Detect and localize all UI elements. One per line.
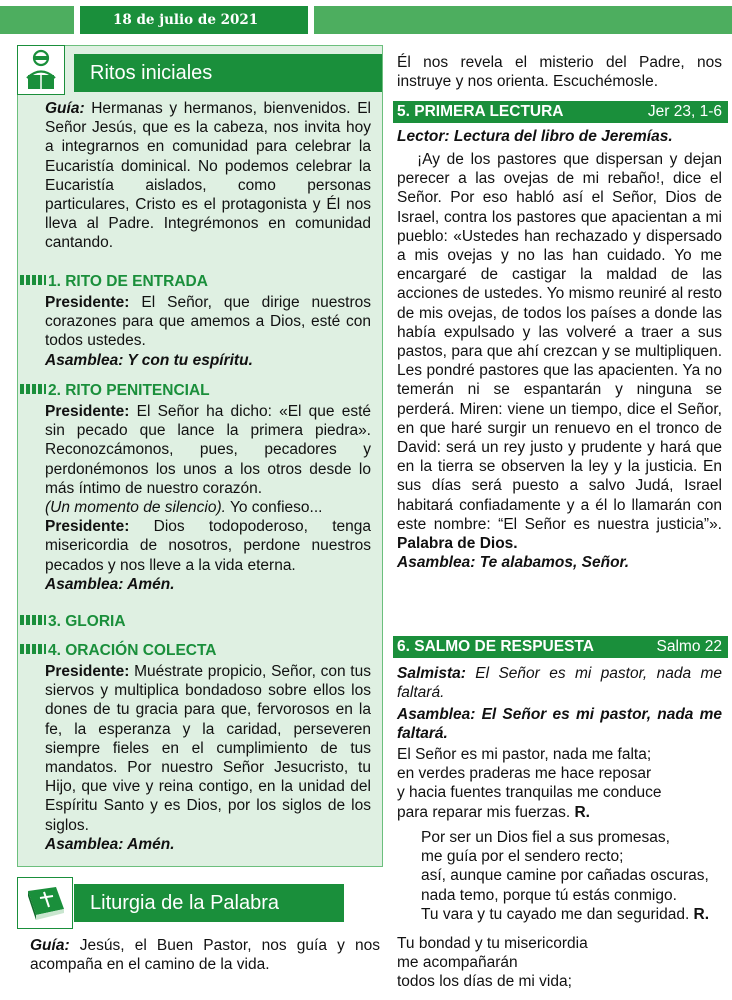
salmo-stanza-2: Por ser un Dios fiel a sus promesas, me guía por el sendero recto; así, aunque camine por cañadas oscuras, nada temo, porque tú estás conmigo. Tu vara y tu cayado me dan seguridad. R. (421, 829, 710, 923)
salmo-ref: Salmo 22 (656, 638, 722, 655)
liturgia-header (74, 884, 344, 922)
rito-entrada-text: Presidente: El Señor, que dirige nuestros corazones para que amemos a Dios, esté con todos ustedes. Asamblea: Y con tu espíritu. (45, 294, 371, 369)
ritos-guia: Guía: Hermanas y hermanos, bienvenidos. El Señor Jesús, que es la cabeza, nos invita hoy a integrarnos en comunidad para celebrar la Eucaristía dominical. No podemos celebrar la Eucaristía aislados, como personas particulares, Cristo es el protagonista y Él nos lleva al Padre. Integrémonos en comunidad cantando. (45, 100, 371, 252)
lectura-lector: Lector: Lectura del libro de Jeremías. (397, 128, 673, 145)
date-banner (80, 6, 308, 34)
rito-penitencial-heading: 2. RITO PENITENCIAL (20, 381, 210, 401)
intro-text: Él nos revela el misterio del Padre, nos instruye y nos orienta. Escuchémosle. (397, 54, 722, 91)
reader-person-icon (17, 45, 65, 95)
lectura-respuesta: Asamblea: Te alabamos, Señor. (397, 554, 630, 572)
lectura-ref: Jer 23, 1-6 (647, 103, 722, 120)
colecta-text: Presidente: Muéstrate propicio, Señor, con tus siervos y multiplica bondadoso sobre ellos los dones de tu gracia para que, fervorosos en la fe, la esperanza y la caridad, perseveren siempre fieles en el cumplimiento de tus mandatos. Por nuestro Señor Jesucristo, tu Hijo, que vive y reina contigo, en la unidad del Espíritu Santo y es Dios, por los siglos de los siglos. Asamblea: Amén. (45, 663, 371, 853)
salmo-asamblea: Asamblea: El Señor es mi pastor, nada me faltará. (397, 706, 722, 743)
primera-lectura-heading: 5. PRIMERA LECTURA Jer 23, 1-6 (393, 101, 728, 123)
ritos-title: Ritos iniciales (90, 62, 213, 84)
rito-entrada-heading: 1. RITO DE ENTRADA (20, 272, 208, 292)
bible-book-icon (17, 877, 73, 929)
rito-penitencial-text: Presidente: El Señor ha dicho: «El que esté sin pecado que lance la primera piedra». Reconozcámonos, pues, pecadores y perdonémonos los unos a los otros desde lo más íntimo de nuestro corazón. (Un momento de silencio). Yo confieso... Presidente: Dios todopoderoso, tenga misericordia de nosotros, perdone nuestros pecados y nos lleve a la vida eterna. Asamblea: Amén. (45, 403, 371, 593)
colecta-asamblea: Asamblea: Amén. (45, 835, 175, 853)
salmo-salmista: Salmista: El Señor es mi pastor, nada me faltará. (397, 665, 722, 702)
rito-penitencial-asamblea: Asamblea: Amén. (45, 575, 175, 593)
salmo-heading: 6. SALMO DE RESPUESTA Salmo 22 (393, 636, 728, 658)
rito-entrada-asamblea: Asamblea: Y con tu espíritu. (45, 351, 253, 369)
date-text: 18 de julio de 2021 (113, 12, 259, 28)
salmo-stanza-3: Tu bondad y tu misericordia me acompañarán todos los días de mi vida; (397, 935, 588, 991)
lectura-text: ¡Ay de los pastores que dispersan y dejan perecer a las ovejas de mi rebaño!, dice el Señor. Por eso habló así el Señor, Dios de Israel, contra los pastores que apacientan a mi pueblo: «Ustedes han rechazado y dispersado a mis ovejas y no las han cuidado. Yo me encargaré de castigar la maldad de las acciones de ustedes. Yo mismo reuniré al resto de mis ovejas, de todos los países a donde las había expulsado y las volveré a traer a sus pastos, para que ahí crezcan y se multipliquen. Les pondré pastores que las apacienten. Ya no temerán ni se espantarán y ninguna se perderá. Miren: viene un tiempo, dice el Señor, en que haré surgir un renuevo en el tronco de David: será un rey justo y prudente y hará que en la tierra se observen la ley y la justicia. En sus días será puesto a salvo Judá, Israel habitará confiadamente y a él lo llamarán con este nombre: “El Señor es nuestra justicia”». Palabra de Dios. Asamblea: Te alabamos, Señor. (397, 151, 722, 572)
top-bar-left (0, 6, 74, 34)
liturgia-title: Liturgia de la Palabra (90, 892, 280, 914)
top-bar-right (314, 6, 732, 34)
liturgia-guia: Guía: Jesús, el Buen Pastor, nos guía y nos acompaña en el camino de la vida. (30, 937, 380, 974)
salmo-stanza-1: El Señor es mi pastor, nada me falta; en verdes praderas me hace reposar y hacia fuentes tranquilas me conduce para reparar mis fuerzas. R. (397, 746, 662, 821)
gloria-heading: 3. GLORIA (20, 612, 126, 632)
colecta-heading: 4. ORACIÓN COLECTA (20, 641, 217, 661)
ritos-header (74, 54, 382, 92)
